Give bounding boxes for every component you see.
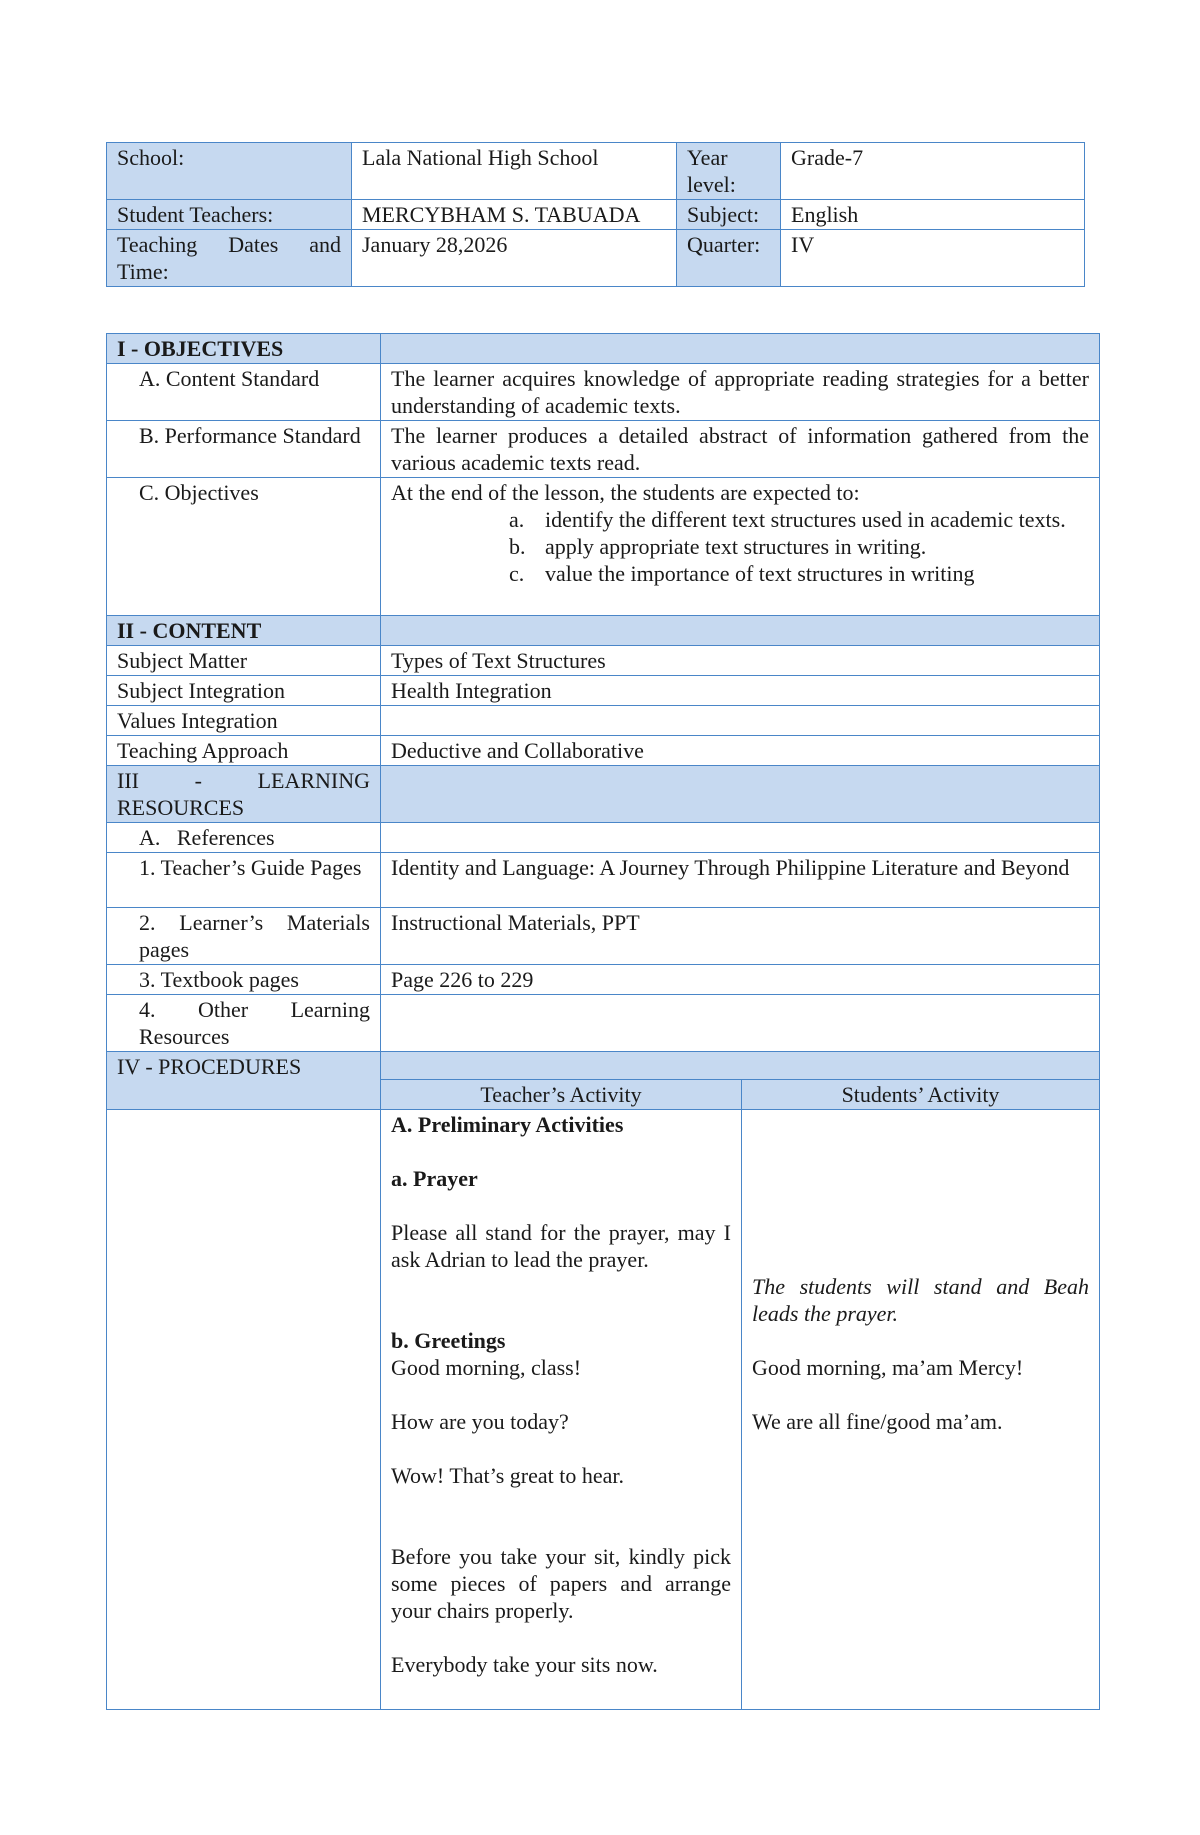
values-integration-value bbox=[381, 706, 1100, 736]
content-standard-label: A. Content Standard bbox=[107, 364, 381, 421]
greeting-line: Good morning, class! bbox=[391, 1355, 582, 1380]
school-label: School: bbox=[107, 143, 352, 200]
objective-item bbox=[509, 506, 1089, 533]
procedures-left-blank bbox=[107, 1110, 381, 1710]
greeting-line: How are you today? bbox=[391, 1409, 569, 1434]
resources-heading-text: III - LEARNING RESOURCES bbox=[117, 768, 370, 820]
objectives-value bbox=[381, 478, 1100, 616]
subject-integration-value: Health Integration bbox=[381, 676, 1100, 706]
objective-marker: c. bbox=[509, 561, 525, 586]
teaching-dates-label-text: Teaching Dates and Time: bbox=[117, 232, 341, 284]
learners-materials-value: Instructional Materials, PPT bbox=[381, 908, 1100, 965]
teaching-approach-value: Deductive and Collaborative bbox=[381, 736, 1100, 766]
content-heading-filler bbox=[381, 616, 1100, 646]
students-activity-cell bbox=[742, 1110, 1100, 1710]
subject-label: Subject: bbox=[677, 200, 781, 230]
objective-marker: b. bbox=[509, 534, 526, 559]
objectives-heading: I - OBJECTIVES bbox=[107, 334, 381, 364]
other-resources-label bbox=[107, 995, 381, 1052]
objective-text: identify the different text structures used in academic texts. bbox=[545, 507, 1066, 532]
student-teachers-label: Student Teachers: bbox=[107, 200, 352, 230]
procedures-heading: IV - PROCEDURES bbox=[107, 1052, 381, 1110]
school-value: Lala National High School bbox=[352, 143, 677, 200]
textbook-pages-value: Page 226 to 229 bbox=[381, 965, 1100, 995]
subject-matter-label: Subject Matter bbox=[107, 646, 381, 676]
resources-heading bbox=[107, 766, 381, 823]
subject-integration-label: Subject Integration bbox=[107, 676, 381, 706]
objective-marker: a. bbox=[509, 507, 525, 532]
prayer-text: Please all stand for the prayer, may I ask Adrian to lead the prayer. bbox=[391, 1220, 731, 1272]
values-integration-label: Values Integration bbox=[107, 706, 381, 736]
references-value bbox=[381, 823, 1100, 853]
other-resources-value bbox=[381, 995, 1100, 1052]
objectives-label: C. Objectives bbox=[107, 478, 381, 616]
objective-text: value the importance of text structures in writing bbox=[545, 561, 975, 586]
procedures-heading-filler bbox=[381, 1052, 1100, 1080]
greeting-line: Before you take your sit, kindly pick some pieces of papers and arrange your chairs properly. bbox=[391, 1544, 731, 1623]
subject-value: English bbox=[781, 200, 1085, 230]
teacher-activity-cell bbox=[381, 1110, 742, 1710]
objective-item bbox=[509, 560, 1089, 587]
content-heading: II - CONTENT bbox=[107, 616, 381, 646]
objective-item bbox=[509, 533, 1089, 560]
year-level-label: Year level: bbox=[677, 143, 781, 200]
other-resources-label-text: 4. Other Learning Resources bbox=[139, 997, 370, 1049]
objective-text: apply appropriate text structures in writing. bbox=[545, 534, 927, 559]
performance-standard-label: B. Performance Standard bbox=[107, 421, 381, 478]
prayer-response: The students will stand and Beah leads the prayer. bbox=[752, 1274, 1089, 1326]
learners-materials-label-text: 2. Learner’s Materials pages bbox=[139, 910, 370, 962]
objectives-heading-filler bbox=[381, 334, 1100, 364]
performance-standard-value: The learner produces a detailed abstract of information gathered from the various academic texts read. bbox=[381, 421, 1100, 478]
content-standard-value: The learner acquires knowledge of appropriate reading strategies for a better understanding of academic texts. bbox=[381, 364, 1100, 421]
year-level-value: Grade-7 bbox=[781, 143, 1085, 200]
references-label: A. References bbox=[107, 823, 381, 853]
objectives-intro: At the end of the lesson, the students are expected to: bbox=[391, 480, 860, 505]
textbook-pages-label: 3. Textbook pages bbox=[107, 965, 381, 995]
greeting-line: Everybody take your sits now. bbox=[391, 1652, 658, 1677]
quarter-label: Quarter: bbox=[677, 230, 781, 287]
greeting-line: Wow! That’s great to hear. bbox=[391, 1463, 625, 1488]
teaching-dates-value: January 28,2026 bbox=[352, 230, 677, 287]
header-table bbox=[106, 142, 1085, 287]
teaching-dates-label bbox=[107, 230, 352, 287]
preliminary-activities-title: A. Preliminary Activities bbox=[391, 1112, 624, 1137]
student-teachers-value: MERCYBHAM S. TABUADA bbox=[352, 200, 677, 230]
teacher-activity-header: Teacher’s Activity bbox=[381, 1080, 742, 1110]
teachers-guide-value: Identity and Language: A Journey Through Philippine Literature and Beyond bbox=[381, 853, 1100, 908]
lesson-table bbox=[106, 333, 1100, 1710]
learners-materials-label bbox=[107, 908, 381, 965]
greeting-response: Good morning, ma’am Mercy! bbox=[752, 1355, 1024, 1380]
resources-heading-filler bbox=[381, 766, 1100, 823]
students-activity-header: Students’ Activity bbox=[742, 1080, 1100, 1110]
greeting-response: We are all fine/good ma’am. bbox=[752, 1409, 1003, 1434]
prayer-title: a. Prayer bbox=[391, 1166, 478, 1191]
teachers-guide-label-text: 1. Teacher’s Guide Pages bbox=[139, 855, 362, 880]
subject-matter-value: Types of Text Structures bbox=[381, 646, 1100, 676]
teaching-approach-label: Teaching Approach bbox=[107, 736, 381, 766]
teachers-guide-label bbox=[107, 853, 381, 908]
quarter-value: IV bbox=[781, 230, 1085, 287]
greetings-title: b. Greetings bbox=[391, 1328, 506, 1353]
objectives-list bbox=[391, 506, 1089, 587]
